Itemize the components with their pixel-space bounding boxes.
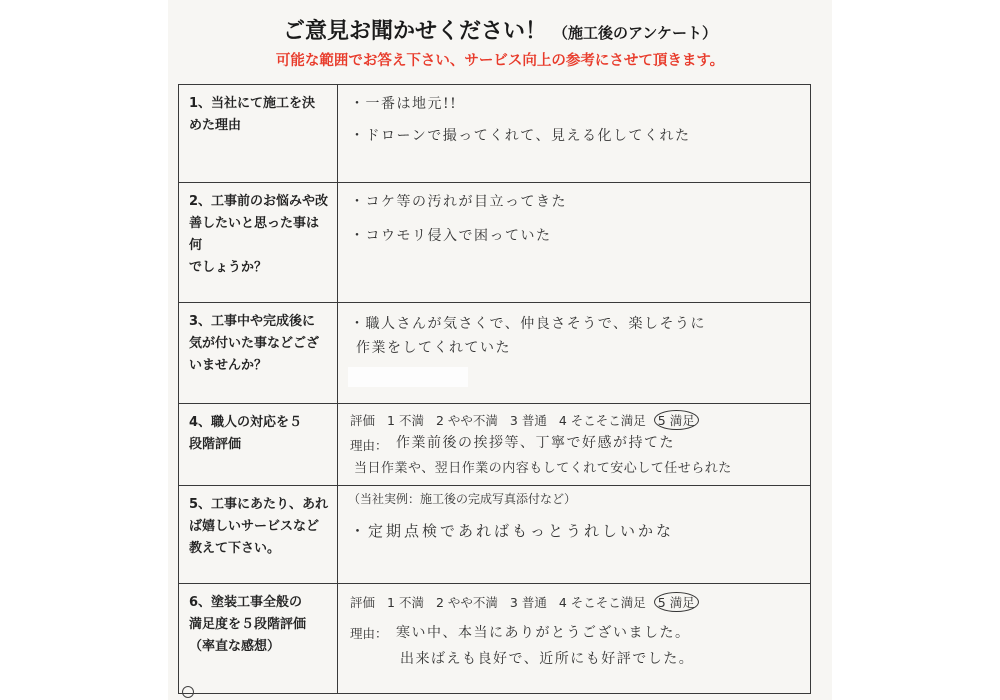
question-cell-1 <box>179 85 338 183</box>
question-cell-3 <box>179 303 338 404</box>
rating-option-2: 2 やや不満 <box>435 413 498 428</box>
page-title <box>168 14 832 45</box>
question-1-line-1: 1、当社にて施工を決 <box>189 96 316 111</box>
rating-option-4: 4 そこそこ満足 <box>558 413 646 428</box>
question-3-line-1: 3、工事中や完成後に <box>189 314 316 329</box>
question-row-1 <box>179 85 811 183</box>
answer-cell-6 <box>338 584 811 694</box>
rating-option-2: 2 やや不満 <box>435 595 498 610</box>
footer-bullet-mark <box>182 686 194 698</box>
answer-cell-2 <box>338 183 811 303</box>
question-row-5 <box>179 486 811 584</box>
answer-cell-1 <box>338 85 811 183</box>
answer-cell-5 <box>338 486 811 584</box>
question-2-line-3: でしょうか？ <box>189 260 268 275</box>
question-row-2 <box>179 183 811 303</box>
rating-option-5-selected: 5 満足 <box>654 592 699 612</box>
question-cell-4 <box>179 404 338 486</box>
redacted-area <box>348 367 468 387</box>
question-5-line-2: ば嬉しいサービスなど <box>189 519 320 534</box>
question-6-line-3: （率直な感想） <box>189 639 281 654</box>
answer-cell-3 <box>338 303 811 404</box>
page-subtitle: 可能な範囲でお答え下さい、サービス向上の参考にさせて頂きます。 <box>275 53 725 69</box>
answer-6-line-2: 出来ばえも良好で、近所にも好評でした。 <box>400 651 695 667</box>
question-cell-5 <box>179 486 338 584</box>
question-row-3 <box>179 303 811 404</box>
rating-option-4: 4 そこそこ満足 <box>558 595 646 610</box>
rating-label: 評価 <box>350 595 376 610</box>
answer-4-line-1: 作業前後の挨拶等、丁寧で好感が持てた <box>396 435 675 451</box>
answer-6-line-1: 寒い中、本当にありがとうございました。 <box>396 625 691 641</box>
rating-option-3: 3 普通 <box>509 595 547 610</box>
survey-table <box>178 84 811 694</box>
question-2-line-1: 2、工事前のお悩みや改 <box>189 194 329 209</box>
question-row-4 <box>179 404 811 486</box>
question-cell-6 <box>179 584 338 694</box>
title-main: ご意見お聞かせください！ <box>282 19 547 44</box>
answer-5-line-1: ・定期点検であればもっとうれしいかな <box>350 522 675 540</box>
answer-3-line-1: ・職人さんが気さくで、仲良さそうで、楽しそうに <box>350 316 706 332</box>
answer-2-line-2: ・コウモリ侵入で困っていた <box>350 228 552 244</box>
answer-3-line-2: 作業をしてくれていた <box>356 340 511 356</box>
question-3-line-2: 気が付いた事などござ <box>189 336 320 351</box>
question-5-line-3: 教えて下さい。 <box>189 541 281 556</box>
rating-scale-6 <box>350 592 711 612</box>
rating-option-1: 1 不満 <box>387 413 424 428</box>
rating-option-1: 1 不満 <box>387 595 424 610</box>
rating-label: 評価 <box>350 413 376 428</box>
question-4-line-1: 4、職人の対応を５ <box>189 415 303 430</box>
reason-label-6: 理由： <box>350 626 388 641</box>
answer-cell-4 <box>338 404 811 486</box>
question-5-line-1: 5、工事にあたり、あれ <box>189 497 329 512</box>
answer-2-line-1: ・コケ等の汚れが目立ってきた <box>350 194 567 210</box>
answer-1-line-2: ・ドローンで撮ってくれて、見える化してくれた <box>350 128 691 144</box>
question-1-line-2: めた理由 <box>189 118 242 133</box>
question-6-line-1: 6、塗装工事全般の <box>189 595 303 610</box>
reason-label-4: 理由： <box>350 438 388 453</box>
answer-4-line-2: 当日作業や、翌日作業の内容もしてくれて安心して任せられた <box>354 461 732 476</box>
question-cell-2 <box>179 183 338 303</box>
rating-option-3: 3 普通 <box>509 413 547 428</box>
question-row-6 <box>179 584 811 694</box>
question-2-line-2: 善したいと思った事は何 <box>189 216 320 253</box>
survey-sheet <box>168 0 832 700</box>
title-sub: （施工後のアンケート） <box>552 24 718 42</box>
question-4-line-2: 段階評価 <box>189 437 242 452</box>
rating-scale-4 <box>350 410 711 430</box>
answer-1-line-1: ・一番は地元!! <box>350 96 458 112</box>
rating-option-5-selected: 5 満足 <box>654 410 699 430</box>
question-6-line-2: 満足度を５段階評価 <box>189 617 307 632</box>
printed-note-5: （当社実例：施工後の完成写真添付など） <box>348 492 577 506</box>
question-3-line-3: いませんか？ <box>189 358 268 373</box>
